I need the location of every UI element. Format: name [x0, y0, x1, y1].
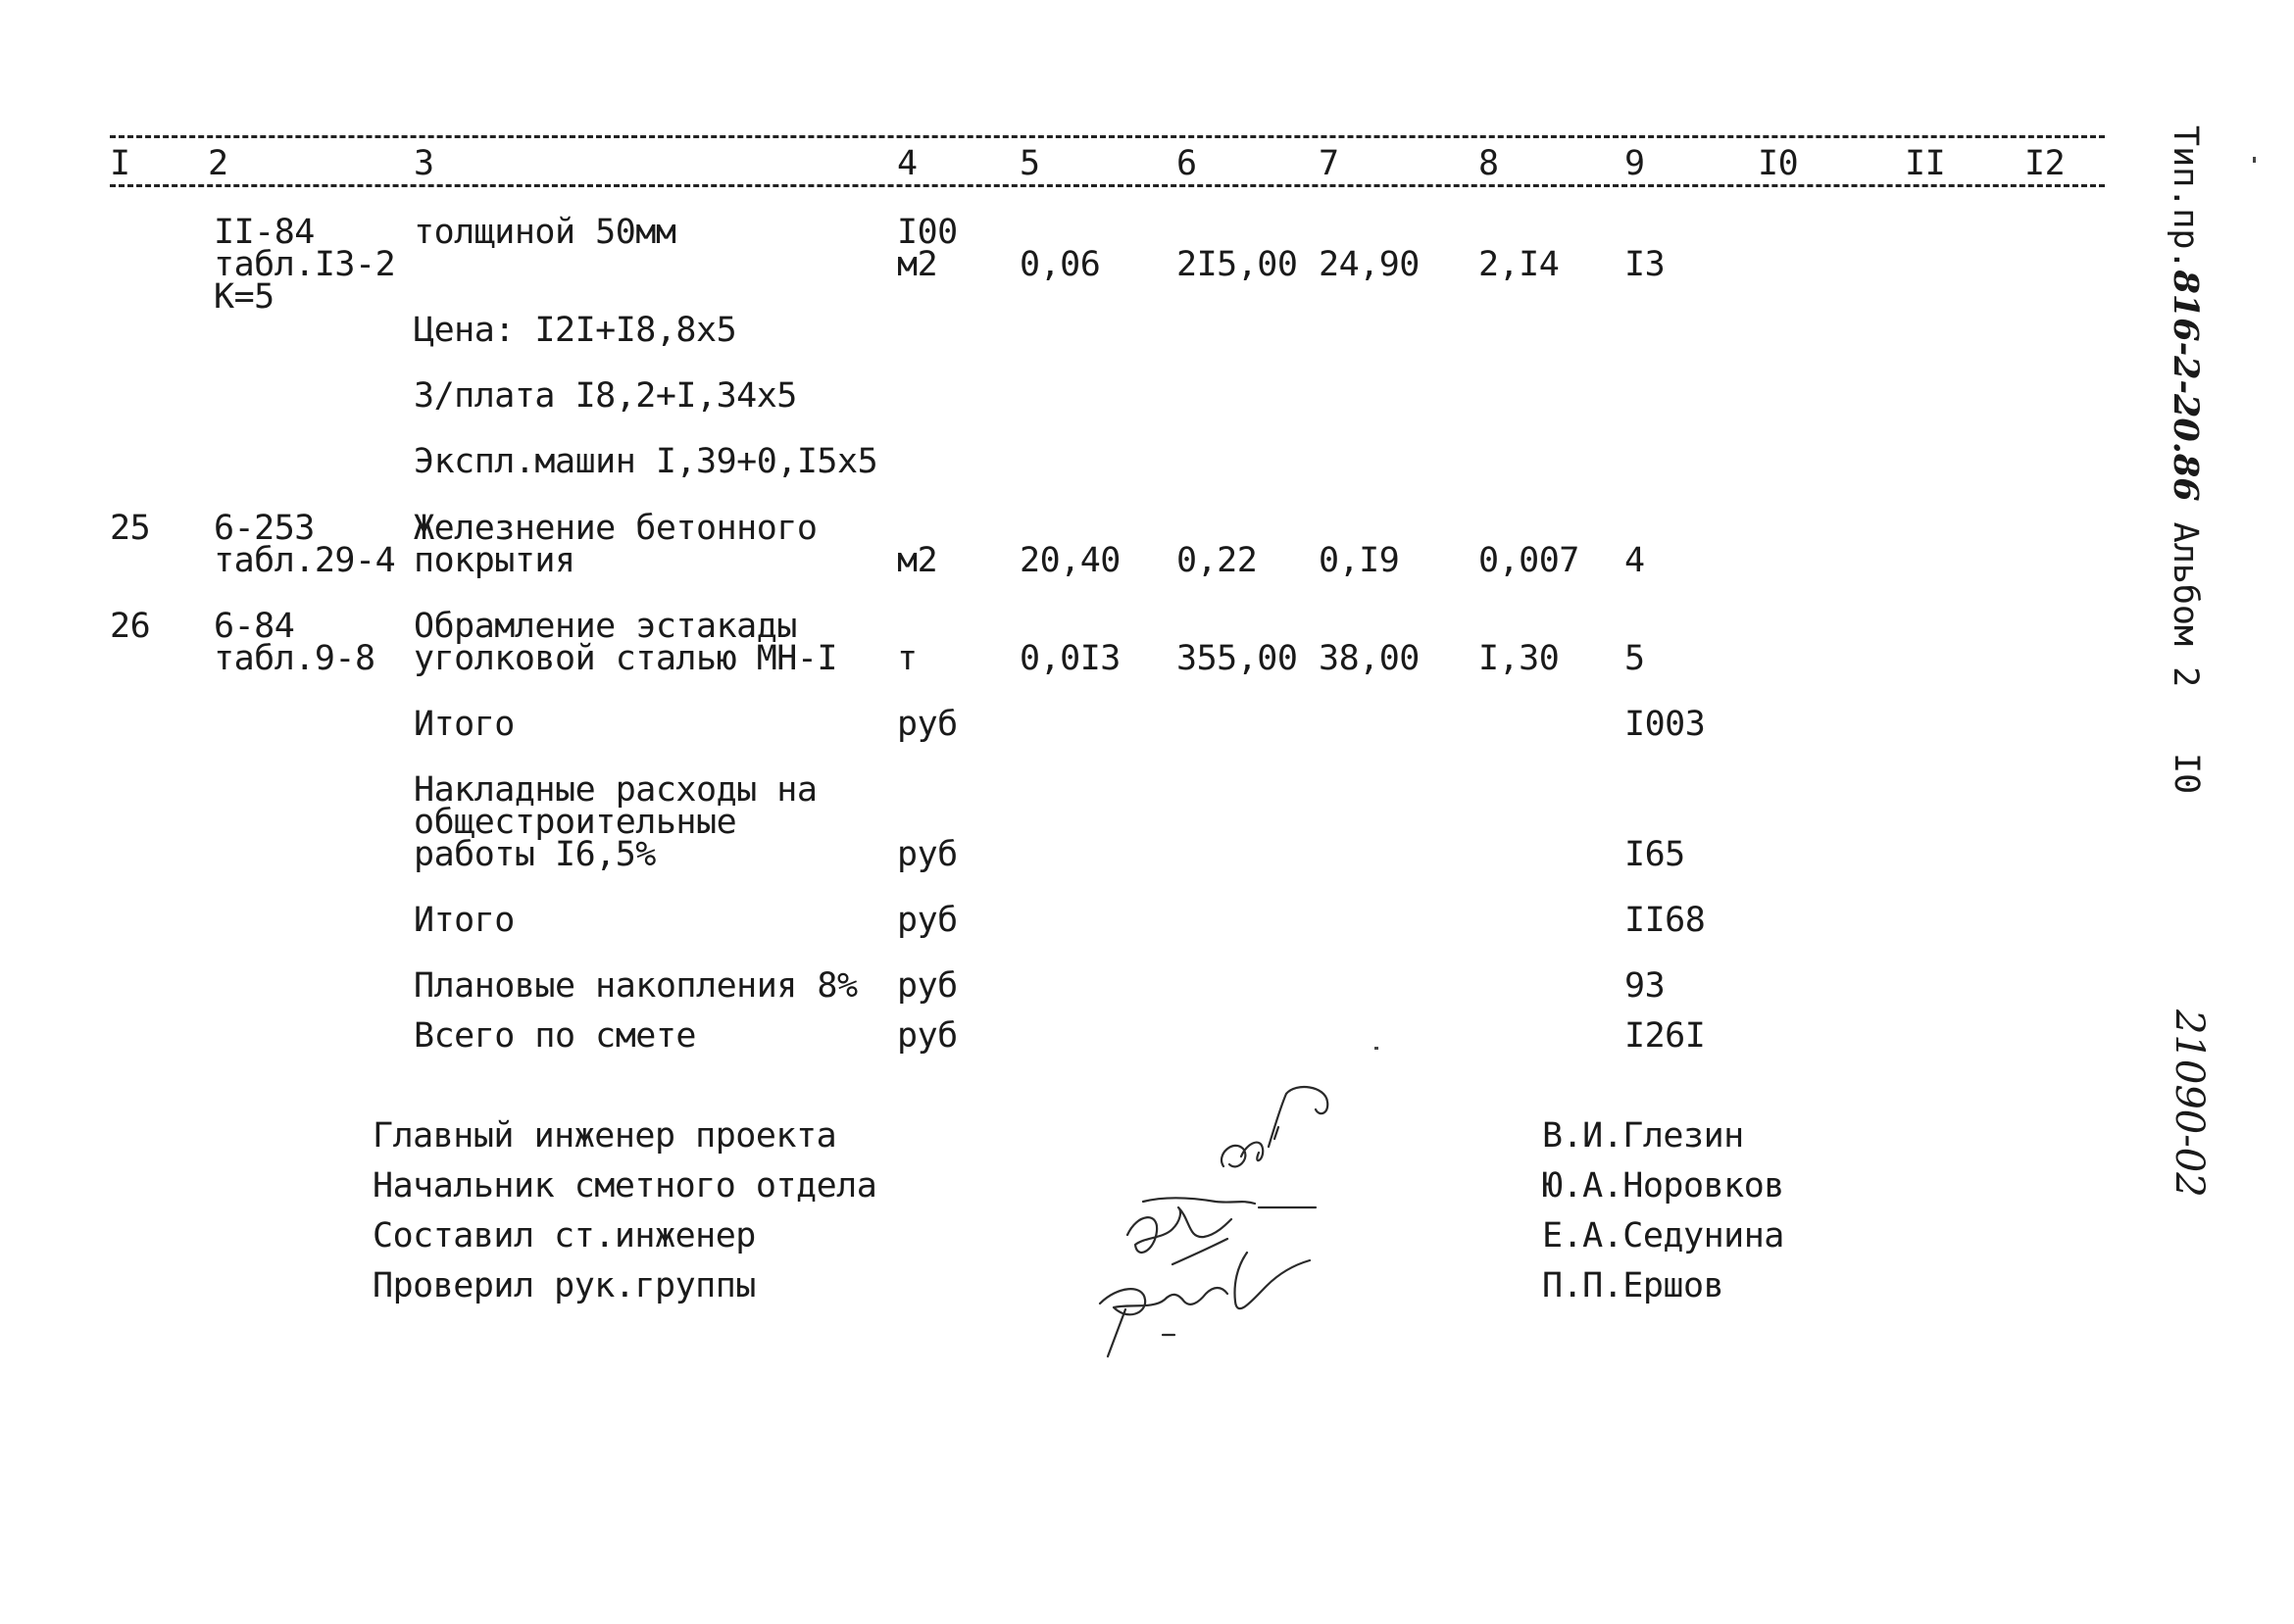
col-header-11: II	[1905, 144, 1946, 183]
row1-unit-2: м2	[897, 245, 938, 284]
row26-price: 355,00	[1176, 639, 1298, 678]
sign-role-2: Начальник сметного отдела	[373, 1166, 877, 1206]
row25-name-2: покрытия	[414, 541, 575, 580]
row25-code-2: табл.29-4	[214, 541, 396, 580]
row25-total: 4	[1624, 541, 1645, 580]
sign-name-3: Е.А.Седунина	[1542, 1216, 1784, 1255]
summary-overhead-unit: руб	[897, 835, 958, 874]
row25-num: 25	[110, 509, 151, 548]
side-page-number: I0	[2167, 753, 2206, 795]
row25-wage: 0,I9	[1319, 541, 1400, 580]
summary-itogo-2-value: II68	[1624, 901, 1706, 940]
row1-mach: 2,I4	[1478, 245, 1560, 284]
row25-qty: 20,40	[1020, 541, 1121, 580]
row1-code-3: К=5	[214, 277, 274, 317]
col-header-3: 3	[414, 144, 434, 183]
row25-mach: 0,007	[1478, 541, 1579, 580]
row26-qty: 0,0I3	[1020, 639, 1121, 678]
col-header-12: I2	[2024, 144, 2066, 183]
summary-planned-value: 93	[1624, 966, 1666, 1006]
row1-total: I3	[1624, 245, 1666, 284]
corner-mark	[2253, 157, 2256, 163]
row25-unit: м2	[897, 541, 938, 580]
summary-total-unit: руб	[897, 1016, 958, 1056]
side-doc-number: 21090-02	[2167, 1009, 2212, 1198]
row26-code-2: табл.9-8	[214, 639, 375, 678]
sign-role-3: Составил ст.инженер	[373, 1216, 756, 1255]
col-header-6: 6	[1176, 144, 1197, 183]
side-title-suffix: Альбом 2	[2166, 501, 2205, 688]
sign-role-4: Проверил рук.группы	[373, 1266, 756, 1305]
row25-name-1: Железнение бетонного	[414, 509, 818, 548]
summary-itogo-2-unit: руб	[897, 901, 958, 940]
sign-name-4: П.П.Ершов	[1542, 1266, 1724, 1305]
col-header-7: 7	[1319, 144, 1339, 183]
row1-name: толщиной 50мм	[414, 213, 676, 252]
row1-unit-1: I00	[897, 213, 958, 252]
row26-name-2: уголковой сталью МН-I	[414, 639, 838, 678]
row1-code-1: II-84	[214, 213, 315, 252]
col-header-4: 4	[897, 144, 918, 183]
col-header-8: 8	[1478, 144, 1499, 183]
row1-wage: 24,90	[1319, 245, 1420, 284]
summary-overhead-label-2: общестроительные	[414, 803, 737, 842]
row26-code-1: 6-84	[214, 607, 295, 646]
sign-name-1: В.И.Глезин	[1542, 1116, 1744, 1156]
col-header-1: I	[110, 144, 130, 183]
price-note: Цена: I2I+I8,8х5	[414, 311, 737, 350]
row26-total: 5	[1624, 639, 1645, 678]
row1-code-2: табл.I3-2	[214, 245, 396, 284]
sign-role-1: Главный инженер проекта	[373, 1116, 837, 1156]
summary-itogo-2-label: Итого	[414, 901, 515, 940]
row1-price: 2I5,00	[1176, 245, 1298, 284]
col-header-2: 2	[208, 144, 228, 183]
summary-itogo-1-value: I003	[1624, 705, 1706, 744]
row26-mach: I,30	[1478, 639, 1560, 678]
row25-price: 0,22	[1176, 541, 1258, 580]
summary-overhead-label-3: работы I6,5%	[414, 835, 656, 874]
row26-wage: 38,00	[1319, 639, 1420, 678]
summary-itogo-1-label: Итого	[414, 705, 515, 744]
summary-overhead-value: I65	[1624, 835, 1685, 874]
summary-overhead-label-1: Накладные расходы на	[414, 770, 818, 810]
row1-qty: 0,06	[1020, 245, 1101, 284]
row26-unit: т	[897, 639, 918, 678]
summary-planned-unit: руб	[897, 966, 958, 1006]
col-header-10: I0	[1758, 144, 1799, 183]
row25-code-1: 6-253	[214, 509, 315, 548]
mach-note: Экспл.машин I,39+0,I5х5	[414, 442, 878, 481]
col-header-5: 5	[1020, 144, 1040, 183]
sign-name-2: Ю.А.Норовков	[1542, 1166, 1784, 1206]
wage-note: З/плата I8,2+I,34х5	[414, 376, 797, 416]
side-title-prefix: Тип.пр.	[2166, 125, 2205, 271]
summary-itogo-1-unit: руб	[897, 705, 958, 744]
row26-num: 26	[110, 607, 151, 646]
summary-total-value: I26I	[1624, 1016, 1706, 1056]
col-header-9: 9	[1624, 144, 1645, 183]
summary-planned-label: Плановые накопления 8%	[414, 966, 858, 1006]
side-title	[2166, 125, 2206, 687]
summary-total-label: Всего по смете	[414, 1016, 697, 1056]
row26-name-1: Обрамление эстакады	[414, 607, 797, 646]
side-title-handwritten: 816-2-20.86	[2166, 270, 2206, 502]
